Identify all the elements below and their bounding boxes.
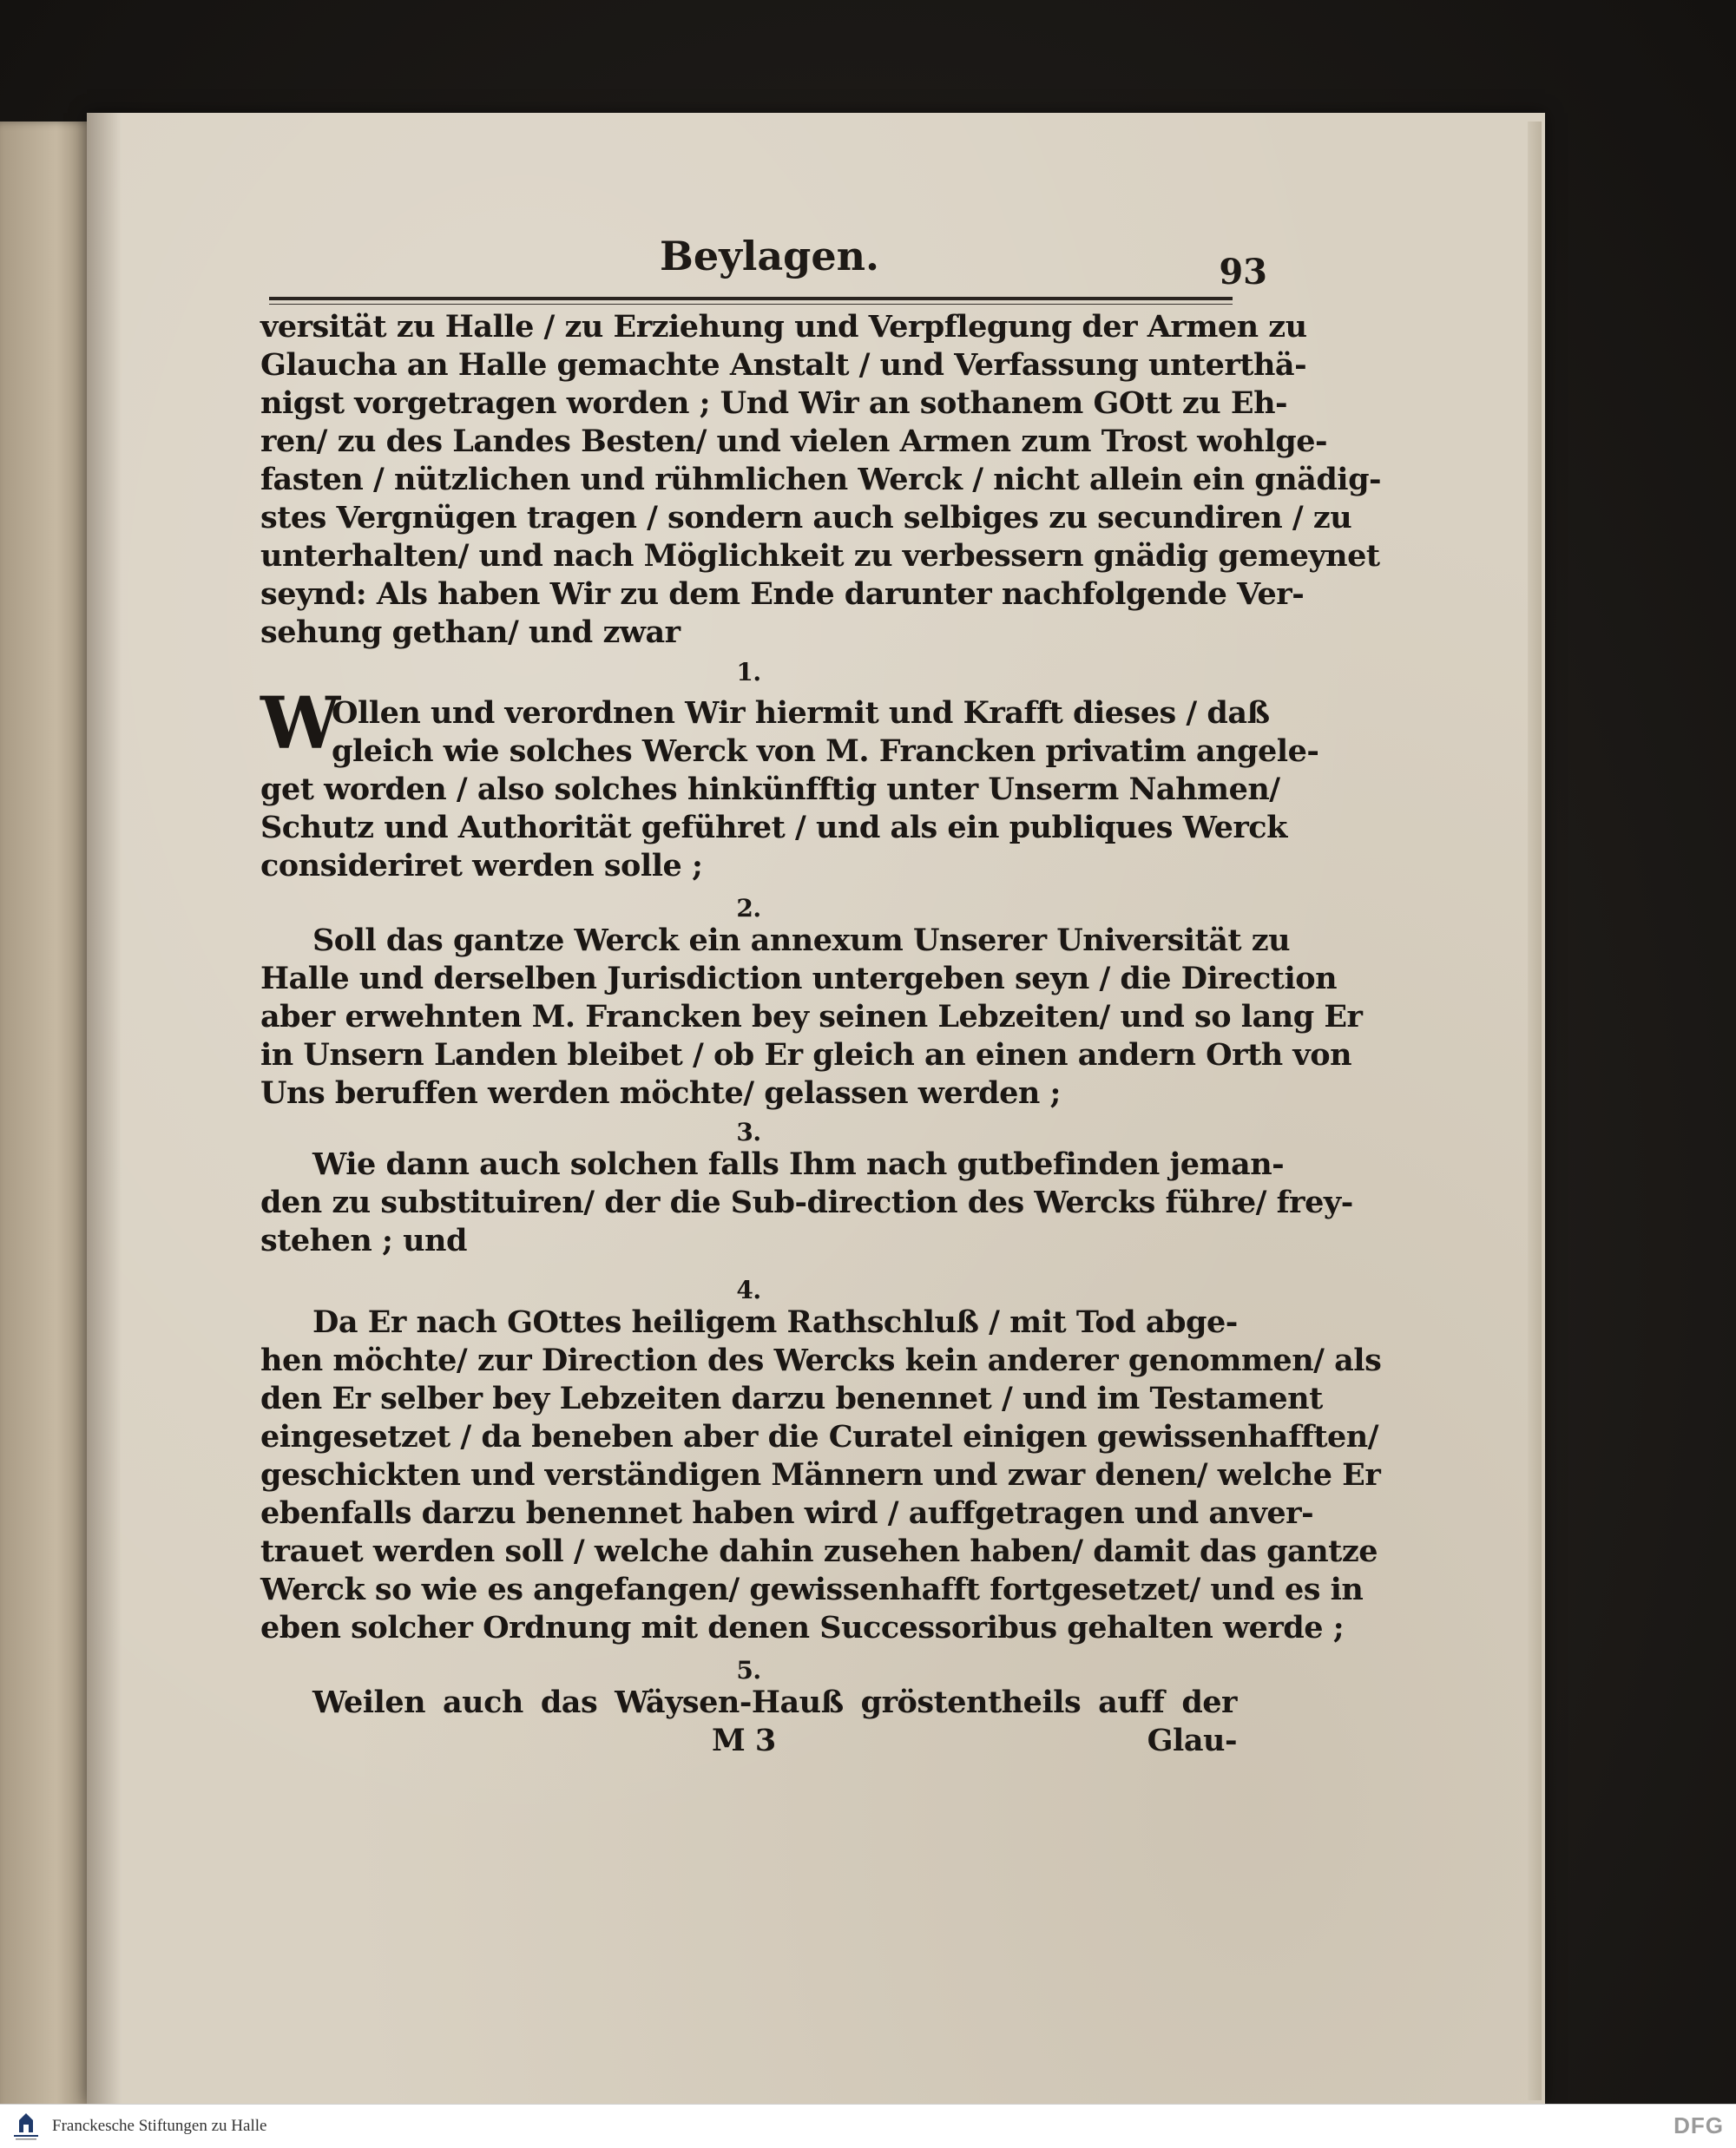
text-line: ren/ zu des Landes Besten/ und vielen Armen zum Trost wohlge-	[260, 424, 1328, 459]
institution-name: Franckesche Stiftungen zu Halle	[52, 2117, 267, 2135]
running-head: Beylagen.	[660, 233, 880, 279]
catchword-line	[260, 1722, 1237, 1760]
viewer-footer	[0, 2104, 1736, 2148]
text-line: den Er selber bey Lebzeiten darzu benennet / und im Testament	[260, 1381, 1323, 1416]
text-line: Ollen und verordnen Wir hiermit und Krafft dieses / daß	[332, 695, 1270, 731]
text-line: hen möchte/ zur Direction des Wercks kein anderer genommen/ als	[260, 1343, 1382, 1378]
text-line: Werck so wie es angefangen/ gewissenhafft fortgesetzet/ und es in	[260, 1572, 1364, 1607]
dfg-logo: DFG	[1674, 2112, 1724, 2138]
header-rule	[269, 297, 1233, 300]
text-line: Schutz und Authorität geführet / und als ein publiques Werck	[260, 810, 1287, 845]
section-number: 3.	[736, 1118, 761, 1146]
text-line: sehung gethan/ und zwar	[260, 614, 681, 650]
institution-logo-icon	[7, 2110, 45, 2143]
text-line: Glaucha an Halle gemachte Anstalt / und Verfassung unterthä-	[260, 347, 1307, 383]
text-line: stes Vergnügen tragen / sondern auch selbiges zu secundiren / zu	[260, 500, 1352, 535]
text-line: eingesetzet / da beneben aber die Curatel einigen gewissenhafften/	[260, 1419, 1378, 1455]
text-line: consideriret werden solle ;	[260, 848, 703, 884]
text-line: seynd: Als haben Wir zu dem Ende darunter nachfolgende Ver-	[260, 576, 1305, 612]
text-line: get worden / also solches hinkünfftig unter Unserm Nahmen/	[260, 772, 1280, 807]
text-line: stehen ; und	[260, 1223, 467, 1258]
text-line: trauet werden soll / welche dahin zusehen haben/ damit das gantze	[260, 1534, 1378, 1569]
text-line: geschickten und verständigen Männern und zwar denen/ welche Er	[260, 1457, 1381, 1493]
text-line: Wie dann auch solchen falls Ihm nach gutbefinden jeman-	[312, 1146, 1285, 1182]
text-line: Da Er nach GOttes heiligem Rathschluß / mit Tod abge-	[312, 1304, 1238, 1340]
section-number: 4.	[736, 1276, 761, 1304]
text-line: nigst vorgetragen worden ; Und Wir an sothanem GOtt zu Eh-	[260, 385, 1288, 421]
text-line: Weilen auch das Wäysen-Hauß gröstentheils auff der	[312, 1685, 1237, 1720]
page-fore-edge	[1528, 122, 1542, 2100]
section-number: 5.	[736, 1656, 761, 1685]
text-line: eben solcher Ordnung mit denen Successoribus gehalten werde ;	[260, 1610, 1345, 1645]
text-line: den zu substituiren/ der die Sub-direction des Wercks führe/ frey-	[260, 1185, 1353, 1220]
gutter-shadow	[87, 113, 122, 2104]
text-line: ebenfalls darzu benennet haben wird / auffgetragen und anver-	[260, 1495, 1314, 1531]
drop-capital: W	[260, 682, 340, 765]
section-number: 1.	[736, 658, 761, 686]
text-line: versität zu Halle / zu Erziehung und Verpflegung der Armen zu	[260, 309, 1307, 345]
text-line: fasten / nützlichen und rühmlichen Werck / nicht allein ein gnädig-	[260, 462, 1382, 497]
text-line: Soll das gantze Werck ein annexum Unserer Universität zu	[312, 923, 1291, 958]
text-line: Uns beruffen werden möchte/ gelassen werden ;	[260, 1075, 1061, 1111]
catchword: Glau-	[1147, 1723, 1237, 1758]
header-rule-thin	[269, 304, 1233, 305]
text-line: aber erwehnten M. Francken bey seinen Lebzeiten/ und so lang Er	[260, 999, 1363, 1035]
text-line: unterhalten/ und nach Möglichkeit zu verbessern gnädig gemeynet	[260, 538, 1380, 574]
text-line: Halle und derselben Jurisdiction untergeben seyn / die Direction	[260, 961, 1338, 996]
signature-mark: M 3	[712, 1723, 776, 1758]
text-line: in Unsern Landen bleibet / ob Er gleich an einen andern Orth von	[260, 1037, 1352, 1073]
section-number: 2.	[736, 894, 761, 923]
page-number: 93	[1219, 252, 1267, 292]
text-line: gleich wie solches Werck von M. Francken privatim angele-	[332, 733, 1319, 769]
